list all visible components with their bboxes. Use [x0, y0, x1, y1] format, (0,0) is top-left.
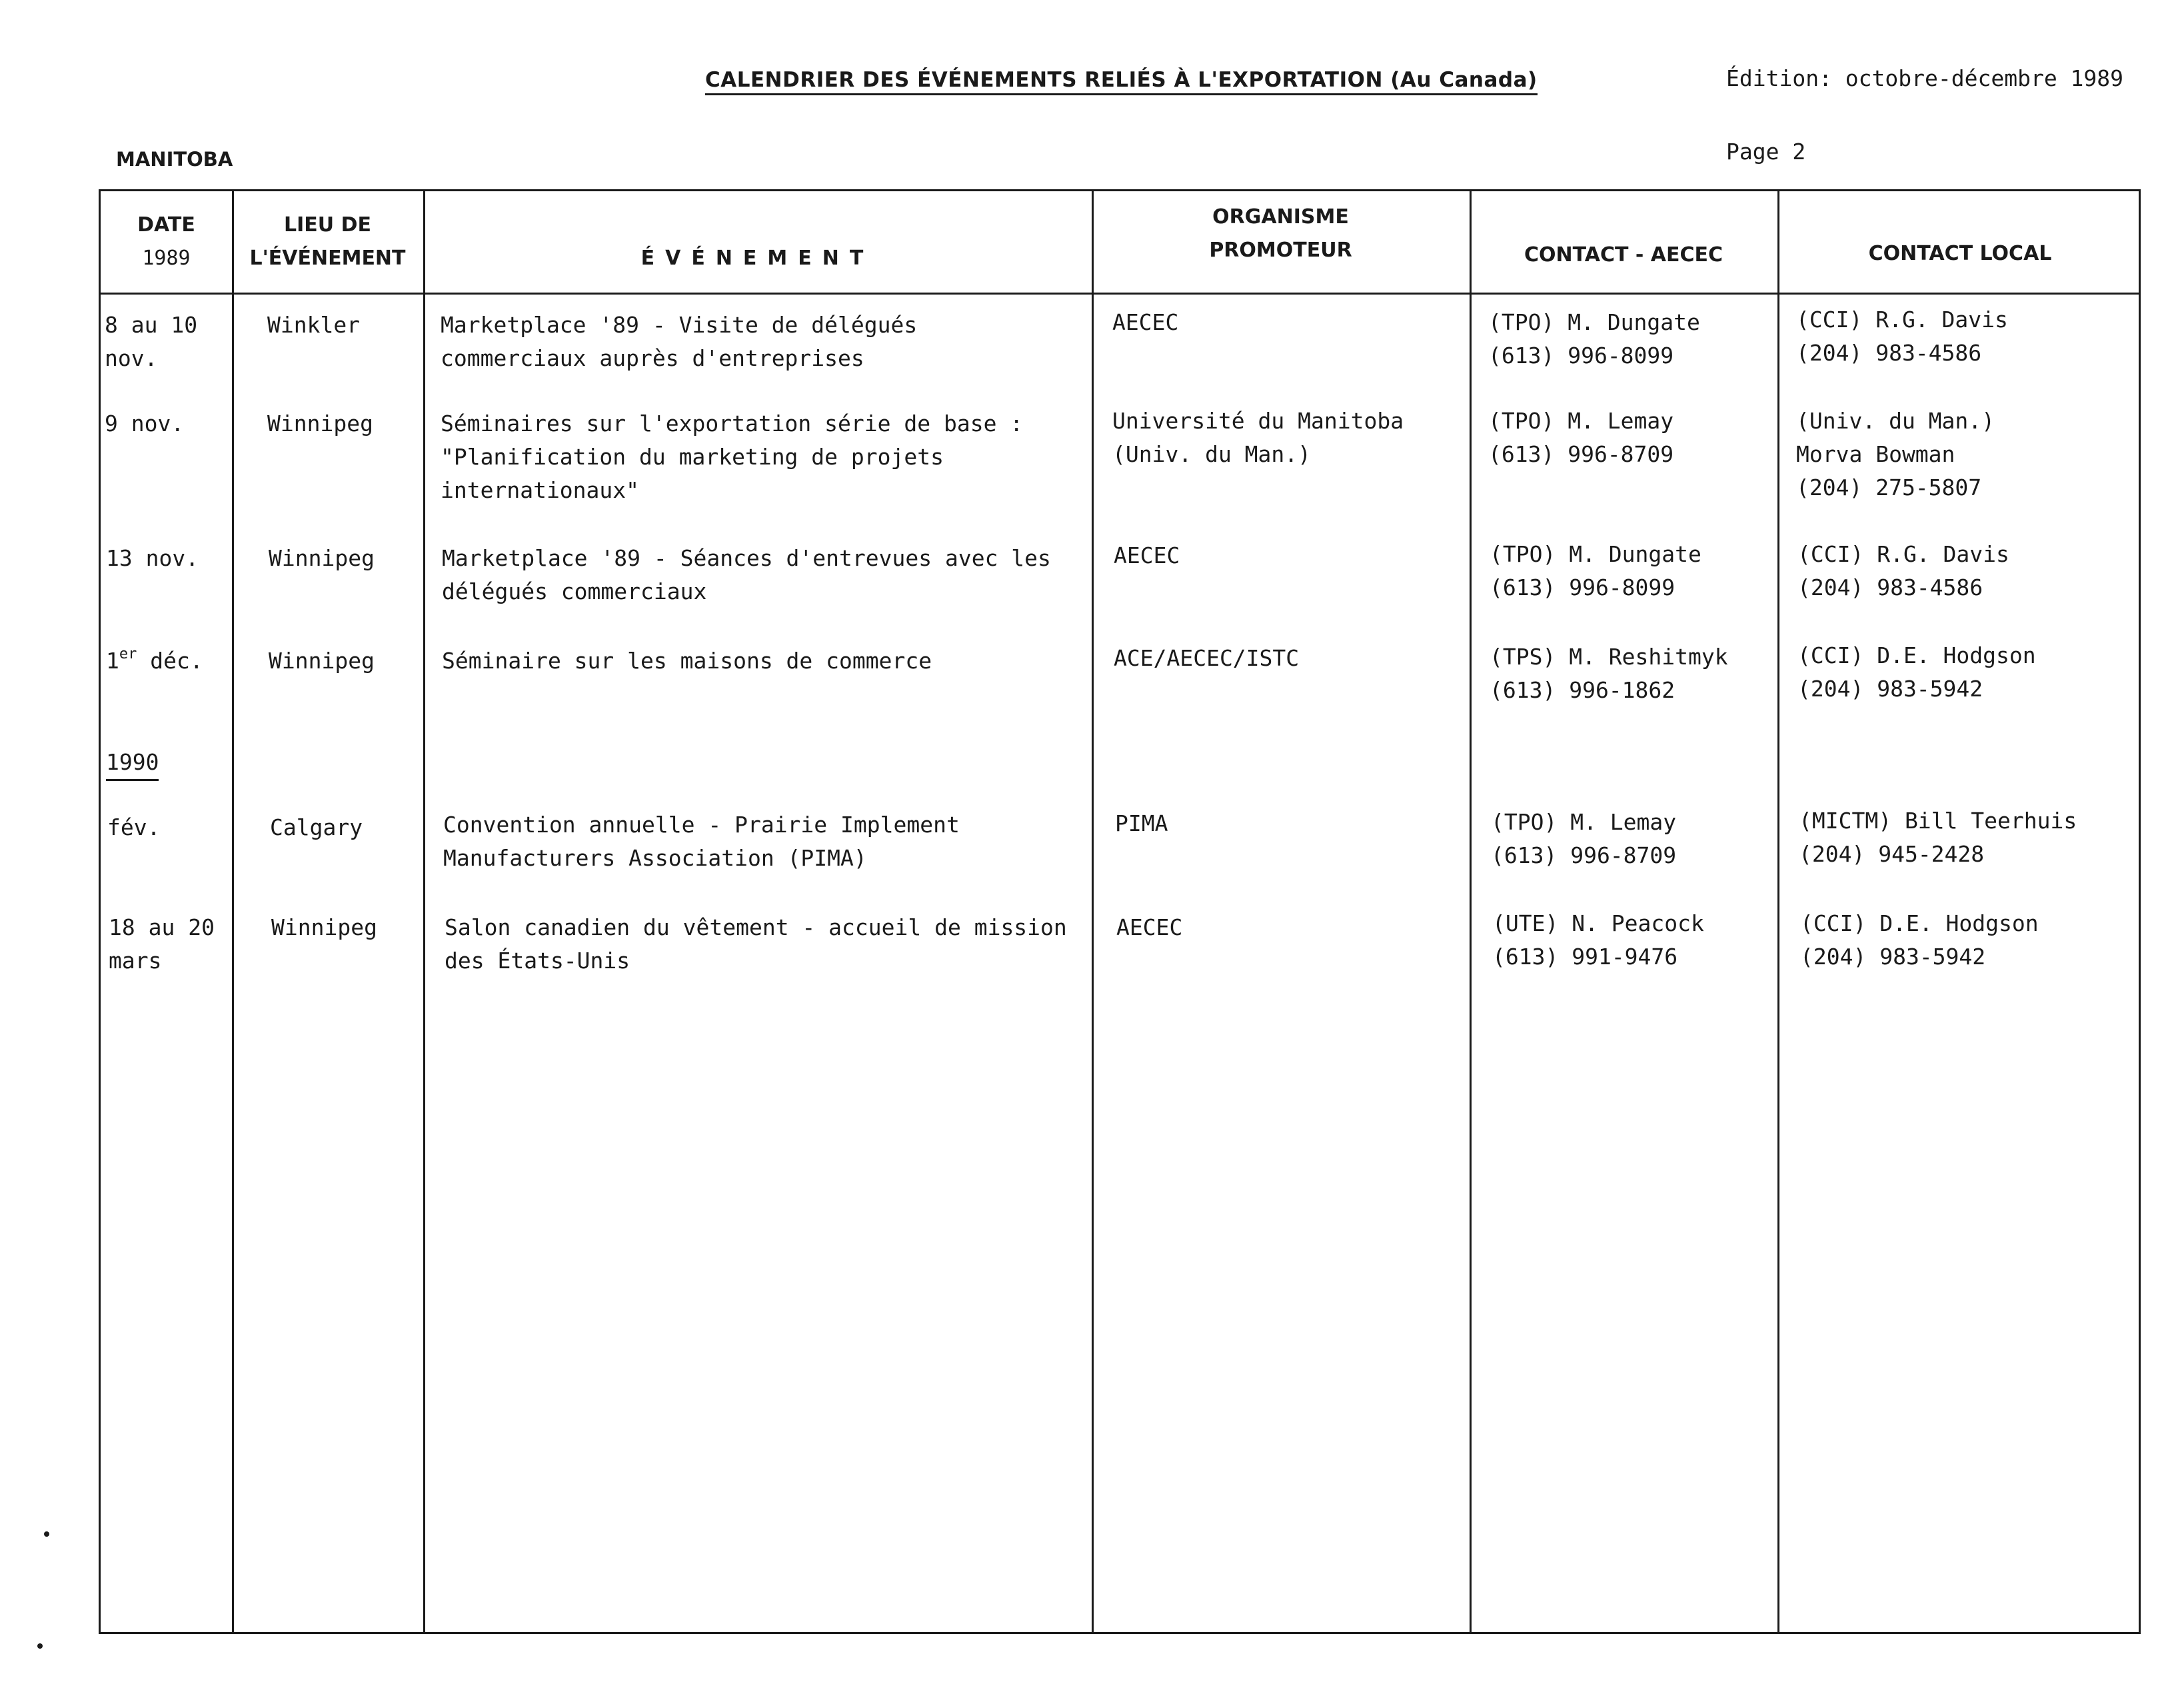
- cell-contact-aecec: (TPO) M. Lemay (613) 996-8709: [1488, 408, 1674, 467]
- cell-lieu: Calgary: [270, 814, 363, 840]
- cell-contact-aecec: (TPO) M. Lemay (613) 996-8709: [1491, 809, 1677, 868]
- header-lieu-line2: L'ÉVÉNEMENT: [249, 247, 406, 270]
- cell-evenement: Séminaires sur l'exportation série de base : "Planification du marketing de projets internationaux": [441, 411, 1024, 503]
- cell-organisme: AECEC: [1114, 542, 1180, 568]
- cell-date: 18 au 20 mars: [109, 914, 215, 974]
- page-number: Page 2: [1726, 139, 1806, 165]
- column-divider: [1470, 191, 1472, 1632]
- cell-lieu: Winnipeg: [267, 411, 373, 436]
- cell-lieu: Winnipeg: [269, 545, 375, 571]
- cell-organisme: ACE/AECEC/ISTC: [1114, 645, 1300, 671]
- cell-date-month: déc.: [137, 648, 203, 674]
- cell-date-day: 1: [106, 648, 119, 674]
- header-organisme: [1092, 191, 1470, 293]
- header-date: [101, 191, 232, 293]
- margin-dot: [37, 1643, 43, 1649]
- edition-label: Édition: octobre-décembre 1989: [1726, 65, 2124, 91]
- header-evenement: ÉVÉNEMENT: [640, 247, 874, 270]
- province-heading: MANITOBA: [116, 148, 233, 171]
- cell-date: fév.: [107, 814, 161, 840]
- cell-date-suffix: er: [119, 646, 137, 662]
- header-lieu-line1: LIEU DE: [284, 213, 371, 237]
- header-lieu: [232, 191, 423, 293]
- cell-evenement: Marketplace '89 - Séances d'entrevues avec les délégués commerciaux: [442, 545, 1051, 604]
- cell-evenement: Salon canadien du vêtement - accueil de mission des États-Unis: [445, 914, 1067, 974]
- year-separator: 1990: [106, 746, 159, 781]
- header-contact-aecec: CONTACT - AECEC: [1524, 243, 1723, 267]
- header-organisme-line1: ORGANISME: [1212, 205, 1349, 229]
- cell-contact-aecec: (UTE) N. Peacock (613) 991-9476: [1492, 910, 1704, 970]
- header-date-label: DATE: [137, 213, 195, 237]
- column-divider: [1777, 191, 1779, 1632]
- cell-contact-local: (CCI) D.E. Hodgson (204) 983-5942: [1797, 642, 2036, 702]
- header-date-year: 1989: [142, 247, 191, 270]
- cell-date: [106, 644, 203, 678]
- cell-lieu: Winnipeg: [271, 914, 377, 940]
- cell-evenement: Séminaire sur les maisons de commerce: [442, 648, 932, 674]
- cell-evenement: Convention annuelle - Prairie Implement Manufacturers Association (PIMA): [443, 812, 960, 871]
- margin-dot: [44, 1531, 49, 1537]
- cell-lieu: Winkler: [267, 312, 361, 338]
- cell-date: 13 nov.: [106, 545, 199, 571]
- cell-contact-local: (CCI) R.G. Davis (204) 983-4586: [1796, 307, 2008, 366]
- column-divider: [1092, 191, 1094, 1632]
- cell-date: 8 au 10 nov.: [105, 312, 198, 371]
- cell-organisme: Université du Manitoba (Univ. du Man.): [1112, 408, 1404, 467]
- cell-contact-aecec: (TPS) M. Reshitmyk (613) 996-1862: [1490, 644, 1728, 703]
- header-contact-local: CONTACT LOCAL: [1868, 242, 2052, 265]
- cell-date: 9 nov.: [105, 411, 185, 436]
- cell-organisme: PIMA: [1115, 810, 1168, 836]
- events-table: [99, 189, 2141, 1634]
- column-divider: [423, 191, 425, 1632]
- document-title: CALENDRIER DES ÉVÉNEMENTS RELIÉS À L'EXPORTATION (Au Canada): [705, 68, 1538, 95]
- cell-contact-local: (CCI) R.G. Davis (204) 983-4586: [1797, 541, 2009, 600]
- cell-contact-local: (MICTM) Bill Teerhuis (204) 945-2428: [1799, 808, 2077, 867]
- column-divider: [232, 191, 234, 1632]
- header-organisme-line2: PROMOTEUR: [1209, 239, 1352, 262]
- cell-organisme: AECEC: [1116, 914, 1183, 940]
- cell-lieu: Winnipeg: [269, 648, 375, 674]
- cell-contact-local: (Univ. du Man.) Morva Bowman (204) 275-5807: [1796, 408, 1995, 500]
- cell-evenement: Marketplace '89 - Visite de délégués commerciaux auprès d'entreprises: [441, 312, 918, 371]
- cell-contact-local: (CCI) D.E. Hodgson (204) 983-5942: [1800, 910, 2039, 970]
- cell-organisme: AECEC: [1112, 309, 1179, 335]
- cell-contact-aecec: (TPO) M. Dungate (613) 996-8099: [1488, 309, 1700, 369]
- header-divider: [101, 293, 2139, 295]
- cell-contact-aecec: (TPO) M. Dungate (613) 996-8099: [1490, 541, 1701, 600]
